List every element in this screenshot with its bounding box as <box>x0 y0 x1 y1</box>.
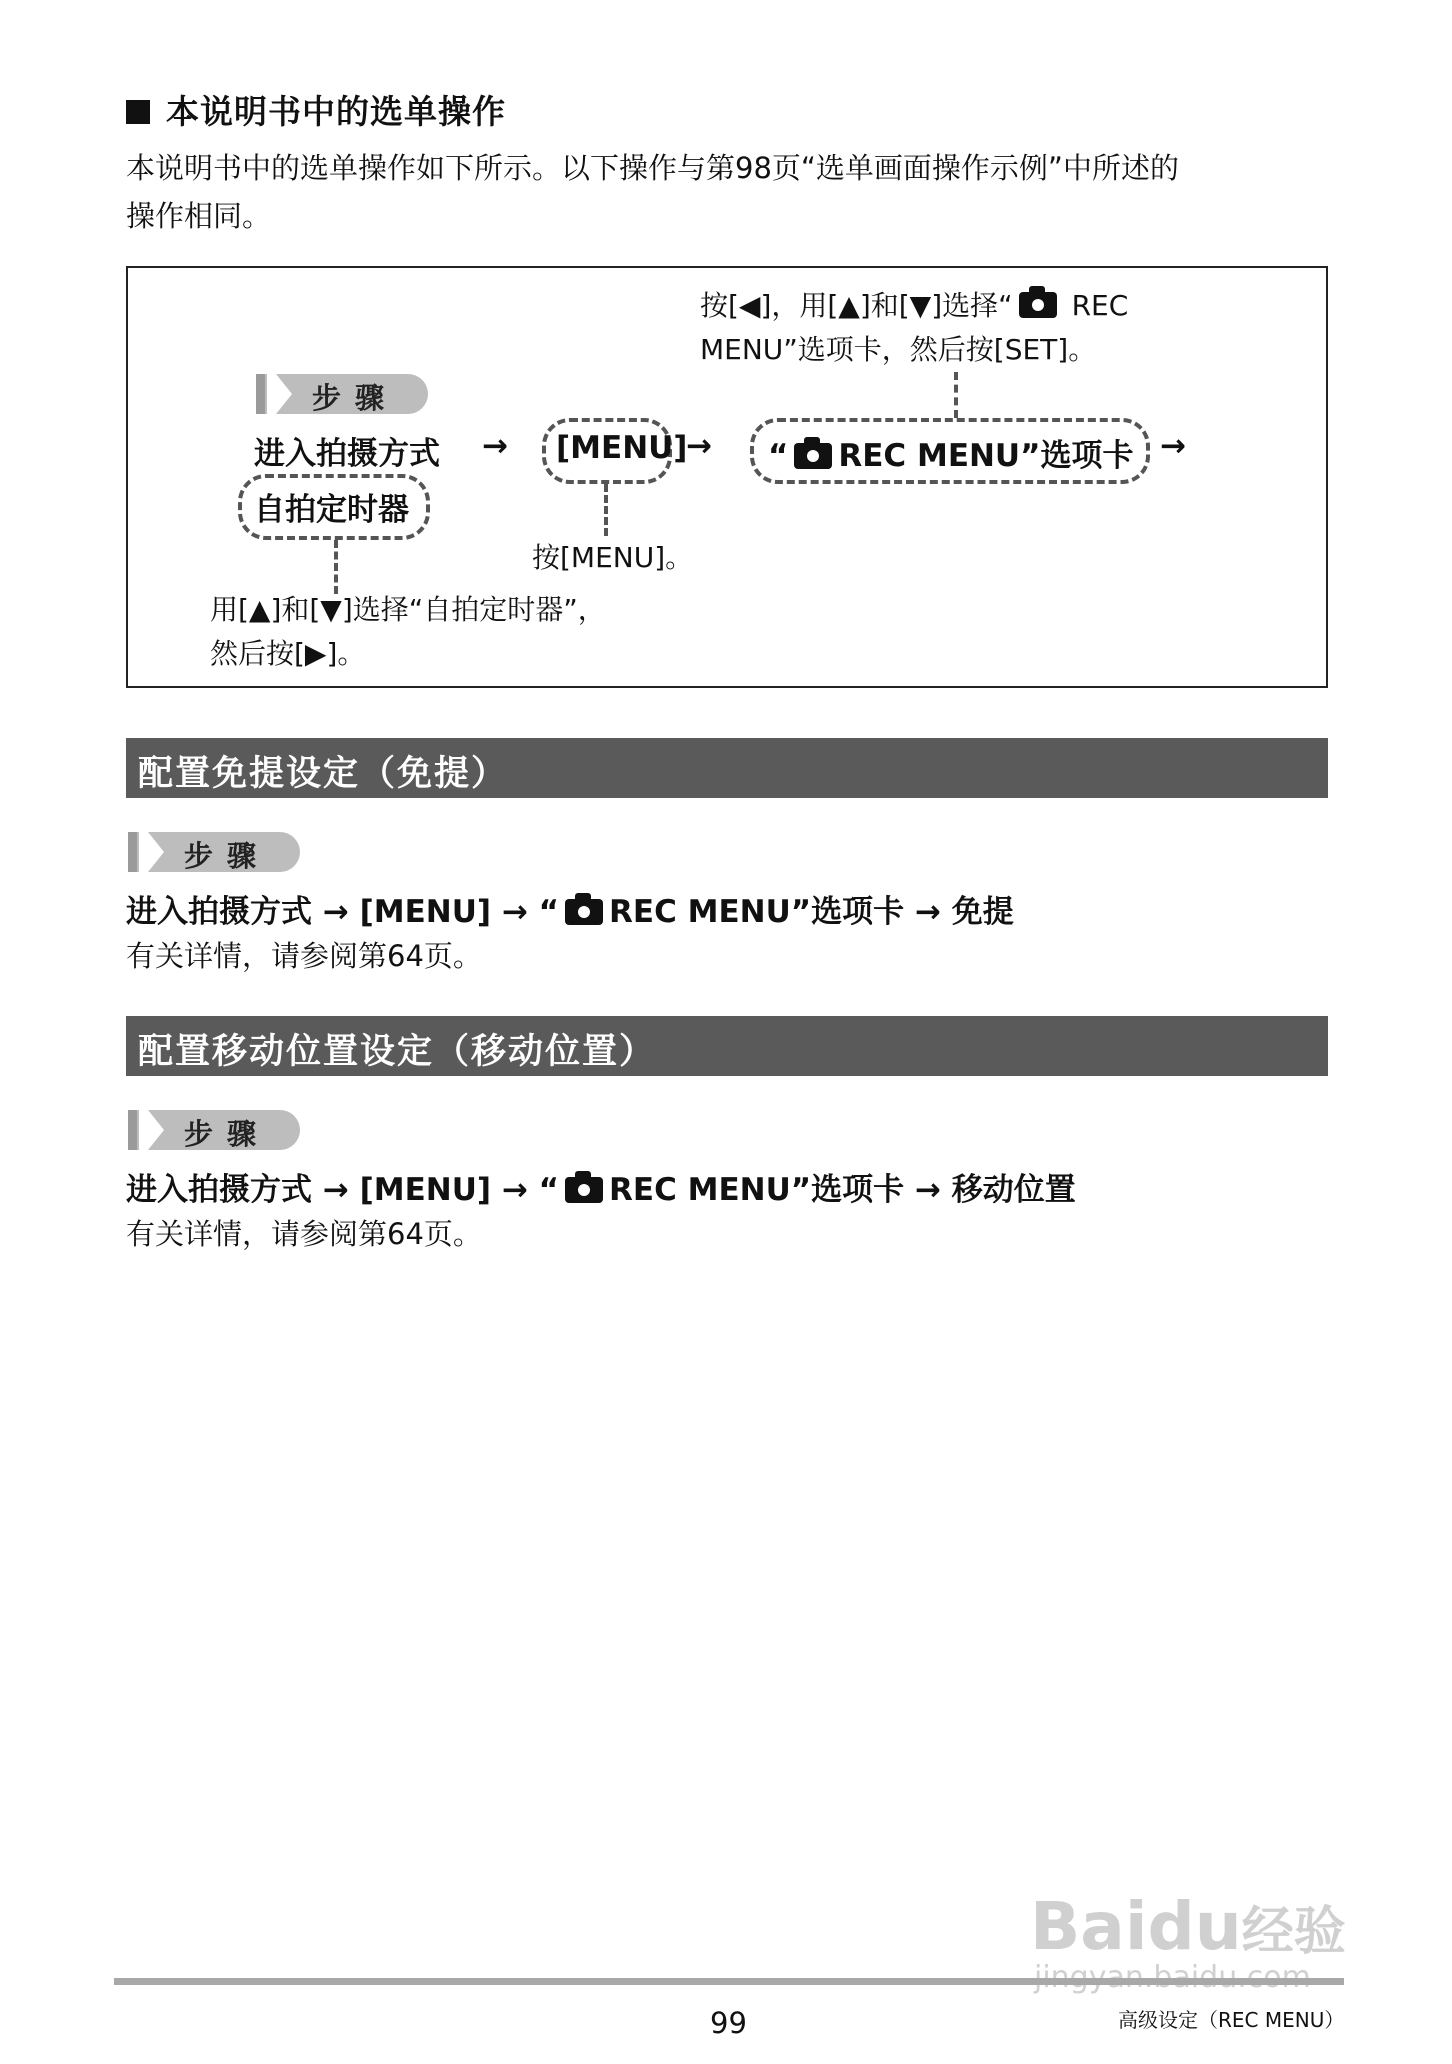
intro-paragraph-line1: 本说明书中的选单操作如下所示。以下操作与第98页“选单画面操作示例”中所述的 <box>126 151 1179 185</box>
camera-icon <box>565 899 603 925</box>
footer-section-label: 高级设定（REC MENU） <box>1118 2008 1345 2032</box>
step-hands-free: 免提 <box>951 894 1014 930</box>
section-title: 配置移动位置设定（移动位置） <box>138 1032 657 1072</box>
arrow: → <box>322 1172 349 1208</box>
arrow: → <box>501 1172 528 1208</box>
flow-step-shooting-mode: 进入拍摄方式 <box>254 436 440 472</box>
quote-open: “ <box>538 894 560 930</box>
camera-icon <box>794 443 832 469</box>
watermark-brand2: du <box>1147 1888 1242 1965</box>
section-heading <box>126 86 506 133</box>
flow-step-rec-menu-tab <box>768 430 1133 475</box>
bottom-note-line2: 然后按[▶]。 <box>210 637 366 670</box>
page-number: 99 <box>710 2006 747 2040</box>
quote-open: “ <box>768 438 789 474</box>
diagram-top-note-line2: MENU”选项卡，然后按[SET]。 <box>700 333 1097 366</box>
flow-arrow-3: → <box>1160 428 1186 464</box>
connector-self-timer <box>334 540 338 594</box>
arrow: → <box>914 894 941 930</box>
menu-note: 按[MENU]。 <box>532 541 694 574</box>
intro-paragraph-line2: 操作相同。 <box>126 199 272 233</box>
arrow: → <box>501 894 528 930</box>
rec-menu-tab-label: REC MENU”选项卡 <box>838 438 1134 474</box>
steps-line-move-position <box>126 1164 1076 1209</box>
step-badge-label: 步骤 <box>184 839 271 873</box>
connector-top <box>954 372 958 418</box>
watermark-brand3: 经验 <box>1241 1902 1346 1962</box>
heading-text: 本说明书中的选单操作 <box>166 92 506 131</box>
step-shooting-mode: 进入拍摄方式 <box>126 894 312 930</box>
arrow: → <box>914 1172 941 1208</box>
flow-arrow-2: → <box>686 428 712 464</box>
section-bar-move-position <box>126 1016 1328 1076</box>
top-note-rec: REC <box>1071 289 1129 322</box>
camera-icon <box>1019 292 1057 318</box>
step-badge <box>128 1110 300 1150</box>
step-menu: [MENU] <box>359 1172 492 1208</box>
detail-reference: 有关详情，请参阅第64页。 <box>126 939 482 973</box>
diagram-top-note-line1 <box>700 284 1128 328</box>
flow-step-menu: [MENU] <box>556 430 688 466</box>
watermark-logo <box>1030 1888 1346 1965</box>
top-note-text: 按[◀]，用[▲]和[▼]选择“ <box>700 289 1013 322</box>
step-badge-label: 步骤 <box>184 1117 271 1151</box>
detail-reference: 有关详情，请参阅第64页。 <box>126 1217 482 1251</box>
connector-menu <box>604 484 608 536</box>
step-rec-menu-tab: REC MENU”选项卡 <box>609 1172 905 1208</box>
section-bar-hands-free <box>126 738 1328 798</box>
watermark-brand: Bai <box>1030 1888 1148 1965</box>
section-title: 配置免提设定（免提） <box>138 754 509 794</box>
square-bullet-icon <box>126 100 150 124</box>
bottom-note-line1: 用[▲]和[▼]选择“自拍定时器”， <box>210 593 606 626</box>
step-shooting-mode: 进入拍摄方式 <box>126 1172 312 1208</box>
camera-icon <box>565 1177 603 1203</box>
step-badge <box>128 832 300 872</box>
steps-line-hands-free <box>126 886 1014 931</box>
flow-step-self-timer: 自拍定时器 <box>254 492 409 528</box>
arrow: → <box>322 894 349 930</box>
flow-arrow-1: → <box>482 428 508 464</box>
step-rec-menu-tab: REC MENU”选项卡 <box>609 894 905 930</box>
quote-open: “ <box>538 1172 560 1208</box>
step-menu: [MENU] <box>359 894 492 930</box>
footer-rule <box>114 1978 1344 1985</box>
step-move-position: 移动位置 <box>951 1172 1076 1208</box>
step-badge <box>256 374 428 414</box>
step-badge-label: 步骤 <box>312 381 399 415</box>
